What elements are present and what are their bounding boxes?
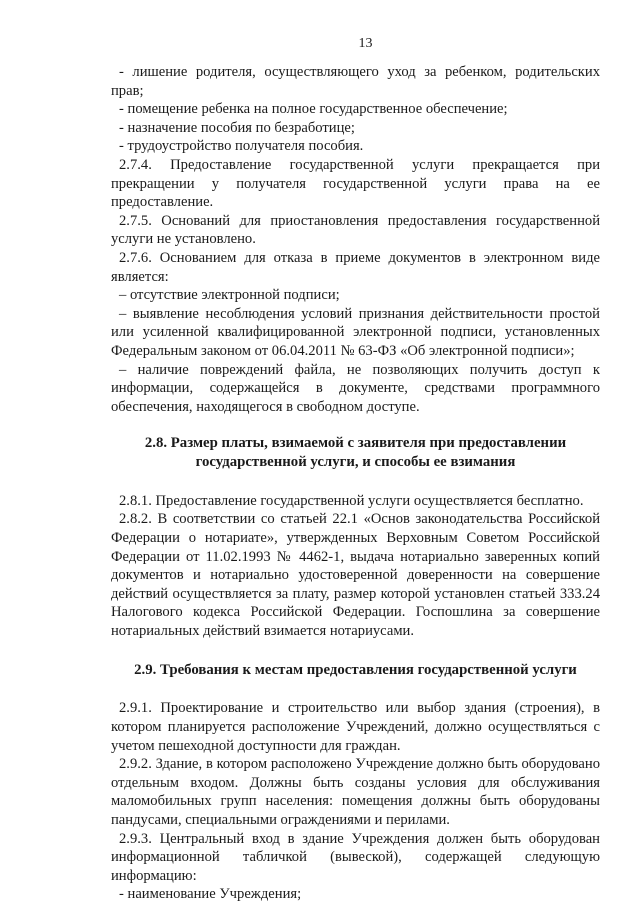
spacer (111, 416, 600, 434)
page-number: 13 (358, 36, 373, 51)
list-item: - назначение пособия по безработице; (119, 119, 355, 136)
list-item: - помещение ребенка на полное государственное обеспечение; (119, 101, 508, 118)
section-heading-2-9: 2.9. Требования к местам предоставления государственной услуги (134, 661, 577, 678)
paragraph-2-9-2: 2.9.2. Здание, в котором расположено Учреждение должно быть оборудовано отдельным входом. Должны быть созданы условия для обслуживания маломобильных групп населения: помещения должны быть оборудованы пандусами, специальными ограждениями и перилами. (111, 756, 600, 828)
spacer (111, 641, 600, 661)
paragraph-2-9-1: 2.9.1. Проектирование и строительство или выбор здания (строения), в котором планируется расположение Учреждений, должно осуществляться с учетом пешеходной доступности для граждан. (111, 700, 600, 754)
paragraph-2-8-1: 2.8.1. Предоставление государственной услуги осуществляется бесплатно. (119, 492, 584, 509)
list-item: – выявление несоблюдения условий признания действительности простой или усиленной квалифицированной электронной подписи, установленных Федеральным законом от 06.04.2011 № 63-ФЗ «Об электронной подписи»; (111, 305, 600, 359)
paragraph-2-9-3: 2.9.3. Центральный вход в здание Учреждения должен быть оборудован информационной табличкой (вывеской), содержащей следующую информацию: (111, 830, 600, 884)
list-item: – отсутствие электронной подписи; (119, 287, 340, 304)
paragraph-2-7-6: 2.7.6. Основанием для отказа в приеме документов в электронном виде является: (111, 249, 600, 285)
list-item: - лишение родителя, осуществляющего уход за ребенком, родительских прав; (111, 64, 600, 99)
list-item: - трудоустройство получателя пособия. (119, 138, 364, 155)
spacer (111, 472, 600, 492)
paragraph-2-7-5: 2.7.5. Оснований для приостановления предоставления государственной услуги не установлено. (111, 212, 600, 248)
section-heading-2-8-line2: государственной услуги, и способы ее взимания (195, 454, 516, 471)
list-item: - наименование Учреждения; (119, 886, 302, 903)
list-item: – наличие повреждений файла, не позволяющих получить доступ к информации, содержащейся в документе, средствами программного обеспечения, находящегося в свободном доступе. (111, 361, 600, 415)
paragraph-2-7-4: 2.7.4. Предоставление государственной услуги прекращается при прекращении у получателя государственной услуги права на ее предоставление. (111, 156, 600, 211)
section-heading-2-8-line1: 2.8. Размер платы, взимаемой с заявителя при предоставлении (144, 435, 567, 452)
paragraph-2-8-2: 2.8.2. В соответствии со статьей 22.1 «Основ законодательства Российской Федерации о нотариате», утвержденных Верховным Советом Российской Федерации от 11.02.1993 № 4462-1, выдача нотариально заверенных копий документов и нотариально удостоверенной доверенности на совершение действий осуществляется за плату, размер которой установлен статьей 333.24 Налогового кодекса Российской Федерации. Госпошлина за совершение нотариальных действий взимается нотариусами. (111, 511, 600, 640)
spacer (111, 679, 600, 699)
